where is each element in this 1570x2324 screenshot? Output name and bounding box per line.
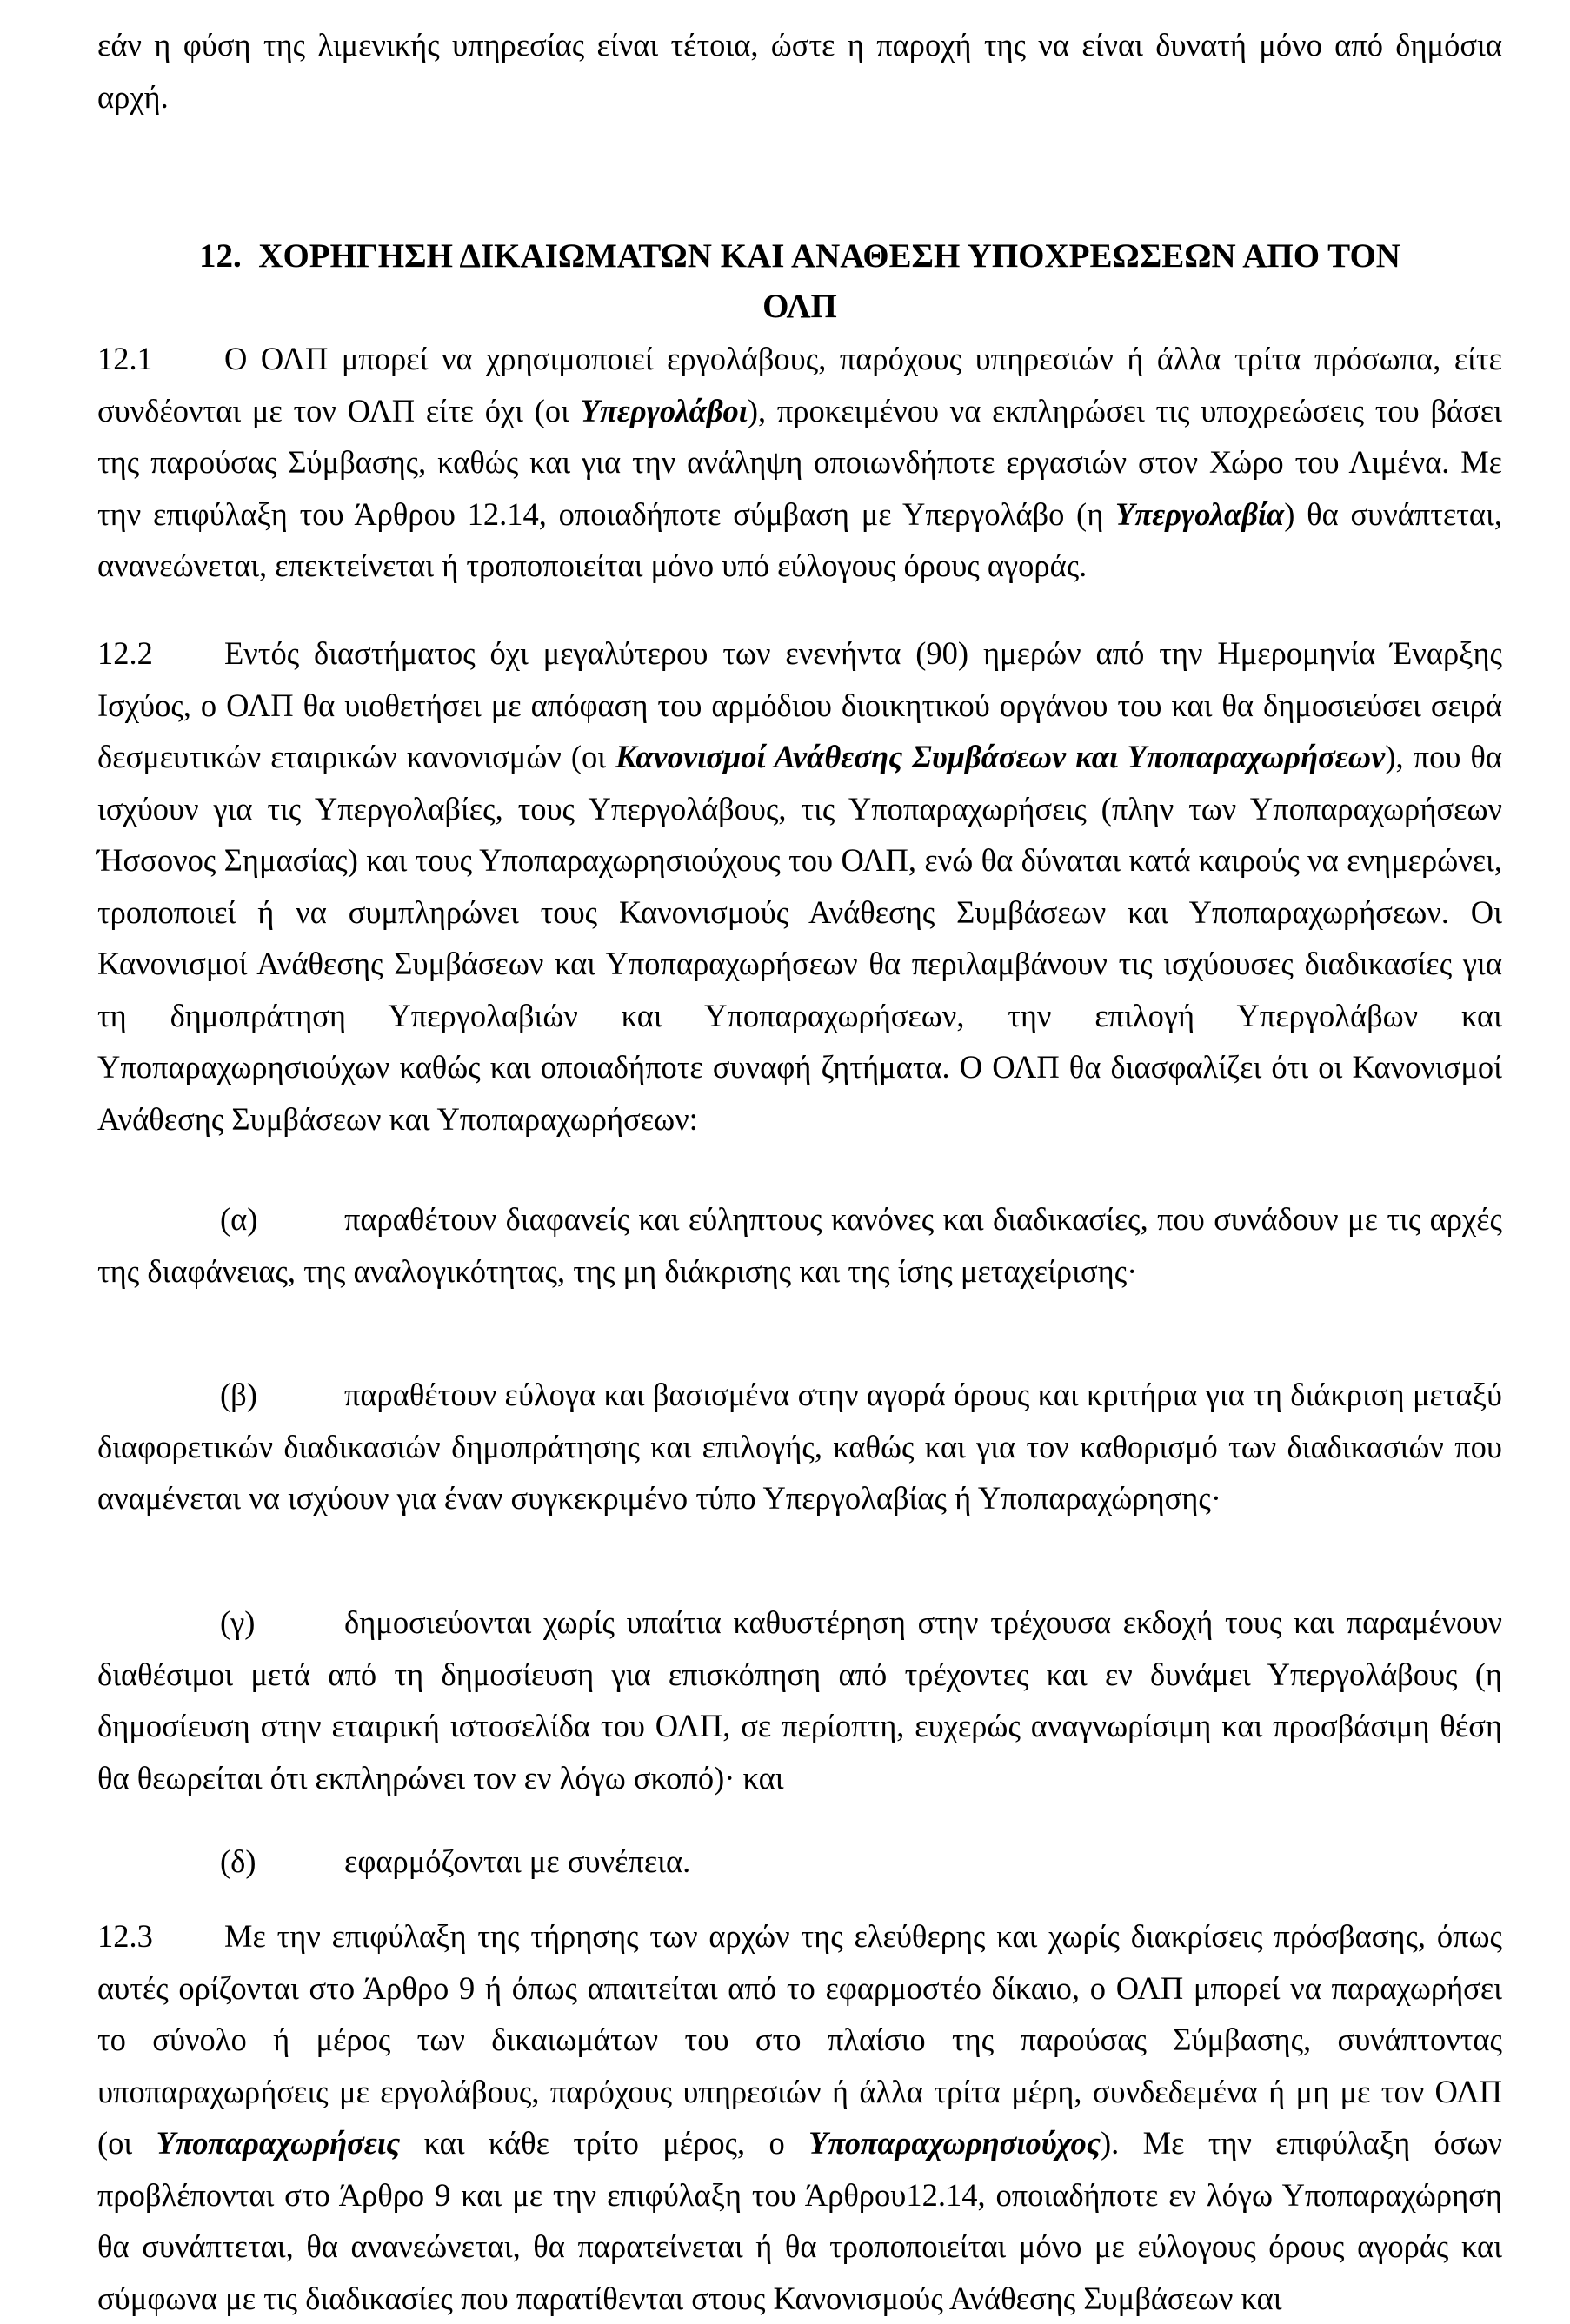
clause-text: Με την επιφύλαξη της τήρησης των αρχών της ελεύθερης και χωρίς διακρίσεις πρόσβασης, όπως αυτές ορίζονται στο Άρθρο 9 ή όπως απαιτείται από το εφαρμοστέο δίκαιο, ο ΟΛΠ μπορεί να παραχωρήσει το σύνολο ή μέρος των δικαιωμάτων του στο πλαίσιο της παρούσας Σύμβασης, συνάπτοντας υποπαραχωρήσεις με εργολάβους, παρόχους υπηρεσιών ή άλλα τρίτα μέρη, συνδεδεμένα ή μη με τον ΟΛΠ (οι xyxy=(97,1918,1502,2161)
list-item-a xyxy=(97,1193,1502,1297)
list-item-text: παραθέτουν διαφανείς και εύληπτους κανόνες και διαδικασίες, που συνάδουν με τις αρχές της διαφάνειας, της αναλογικότητας, της μη διάκρισης και της ίσης μεταχείρισης· xyxy=(97,1201,1502,1289)
clause-12-1 xyxy=(97,333,1502,592)
clause-text: ), που θα ισχύουν για τις Υπεργολαβίες, τους Υπεργολάβους, τις Υποπαραχωρήσεις (πλην των Υποπαραχωρήσεων Ήσσονος Σημασίας) και τους Υποπαραχωρησιούχους του ΟΛΠ, ενώ θα δύναται κατά καιρούς να ενημερώνει, τροποποιεί ή να συμπληρώνει τους Κανονισμούς Ανάθεσης Συμβάσεων και Υποπαραχωρήσεων. Οι Κανονισμοί Ανάθεσης Συμβάσεων και Υποπαραχωρήσεων θα περιλαμβάνουν τις ισχύουσες διαδικασίες για τη δημοπράτηση Υπεργολαβιών και Υποπαραχωρήσεων, την επιλογή Υπεργολάβων και Υποπαραχωρησιούχων καθώς και οποιαδήποτε συναφή ζητήματα. Ο ΟΛΠ θα διασφαλίζει ότι οι Κανονισμοί Ανάθεσης Συμβάσεων και Υποπαραχωρήσεων: xyxy=(97,739,1502,1137)
defined-term: Υπεργολαβία xyxy=(1115,495,1285,532)
clause-number: 12.1 xyxy=(97,341,153,376)
clause-text: Εντός διαστήματος όχι μεγαλύτερου των ενενήντα (90) ημερών από την Ημερομηνία Έναρξης Ισχύος, ο ΟΛΠ θα υιοθετήσει με απόφαση του αρμόδιου διοικητικού οργάνου του και θα δημοσιεύσει σειρά δεσμευτικών εταιρικών κανονισμών (οι xyxy=(97,635,1502,774)
clause-text: ) θα συνάπτεται, ανανεώνεται, επεκτείνεται ή τροποποιείται μόνο υπό εύλογους όρους αγοράς. xyxy=(97,495,1502,583)
defined-term: Κανονισμοί Ανάθεσης Συμβάσεων και Υποπαραχωρήσεων xyxy=(615,739,1386,774)
list-item-label: (γ) xyxy=(220,1604,256,1640)
list-item-d xyxy=(97,1836,1502,1888)
list-item-text: εφαρμόζονται με συνέπεια. xyxy=(344,1843,691,1879)
list-item-text: παραθέτουν εύλογα και βασισμένα στην αγορά όρους και κριτήρια για τη διάκριση μεταξύ διαφορετικών διαδικασιών δημοπράτησης και επιλογής, καθώς και για τον καθορισμό των διαδικασιών που αναμένεται να ισχύουν για έναν συγκεκριμένο τύπο Υπεργολαβίας ή Υποπαραχώρησης· xyxy=(97,1377,1502,1516)
list-item-text: δημοσιεύονται χωρίς υπαίτια καθυστέρηση στην τρέχουσα εκδοχή τους και παραμένουν διαθέσιμοι μετά από τη δημοσίευση για επισκόπηση από τρέχοντες και εν δυνάμει Υπεργολάβους (η δημοσίευση στην εταιρική ιστοσελίδα του ΟΛΠ, σε περίοπτη, ευχερώς αναγνωρίσιμη και προσβάσιμη θέση θα θεωρείται ότι εκπληρώνει τον εν λόγω σκοπό)· και xyxy=(97,1604,1502,1796)
clause-text: ), προκειμένου να εκπληρώσει τις υποχρεώσεις του βάσει της παρούσας Σύμβασης, καθώς και για την ανάληψη οποιωνδήποτε εργασιών στον Χώρο του Λιμένα. Με την επιφύλαξη του Άρθρου 12.14, οποιαδήποτε σύμβαση με Υπεργολάβο (η xyxy=(97,392,1502,532)
defined-term: Υπεργολάβοι xyxy=(580,392,748,428)
list-item-c xyxy=(97,1597,1502,1803)
list-item-b xyxy=(97,1369,1502,1524)
section-number: 12. xyxy=(199,237,242,275)
intro-paragraph: εάν η φύση της λιμενικής υπηρεσίας είναι τέτοια, ώστε η παροχή της να είναι δυνατή μόνο από δημόσια αρχή. xyxy=(97,27,1502,115)
section-title-line1: ΧΟΡΗΓΗΣΗ ΔΙΚΑΙΩΜΑΤΩΝ ΚΑΙ ΑΝΑΘΕΣΗ ΥΠΟΧΡΕΩΣΕΩΝ ΑΠΟ ΤΟΝ xyxy=(258,237,1400,275)
clause-number: 12.3 xyxy=(97,1918,153,1954)
clause-text: ). Με την επιφύλαξη όσων προβλέπονται στο Άρθρο 9 και με την επιφύλαξη του Άρθρου12.14, οποιαδήποτε εν λόγω Υποπαραχώρηση θα συνάπτεται, θα ανανεώνεται, θα παρατείνεται ή θα τροποποιείται μόνο με εύλογους όρους αγοράς και σύμφωνα με τις διαδικασίες που παρατίθενται στους Κανονισμούς Ανάθεσης Συμβάσεων και xyxy=(97,2125,1502,2316)
defined-term: Υποπαραχωρήσεις xyxy=(156,2125,401,2161)
section-heading xyxy=(97,231,1502,332)
clause-12-3 xyxy=(97,1910,1502,2324)
clause-text: και κάθε τρίτο μέρος, ο xyxy=(400,2125,809,2161)
list-item-label: (δ) xyxy=(220,1843,256,1879)
clause-number: 12.2 xyxy=(97,635,153,671)
defined-term: Υποπαραχωρησιούχος xyxy=(808,2125,1101,2161)
clause-text: Ο ΟΛΠ μπορεί να χρησιμοποιεί εργολάβους, παρόχους υπηρεσιών ή άλλα τρίτα πρόσωπα, είτε συνδέονται με τον ΟΛΠ είτε όχι (οι xyxy=(97,341,1502,428)
clause-12-2 xyxy=(97,627,1502,1145)
section-title-line2: ΟΛΠ xyxy=(762,288,837,325)
list-item-label: (β) xyxy=(220,1377,257,1412)
list-item-label: (α) xyxy=(220,1201,258,1237)
